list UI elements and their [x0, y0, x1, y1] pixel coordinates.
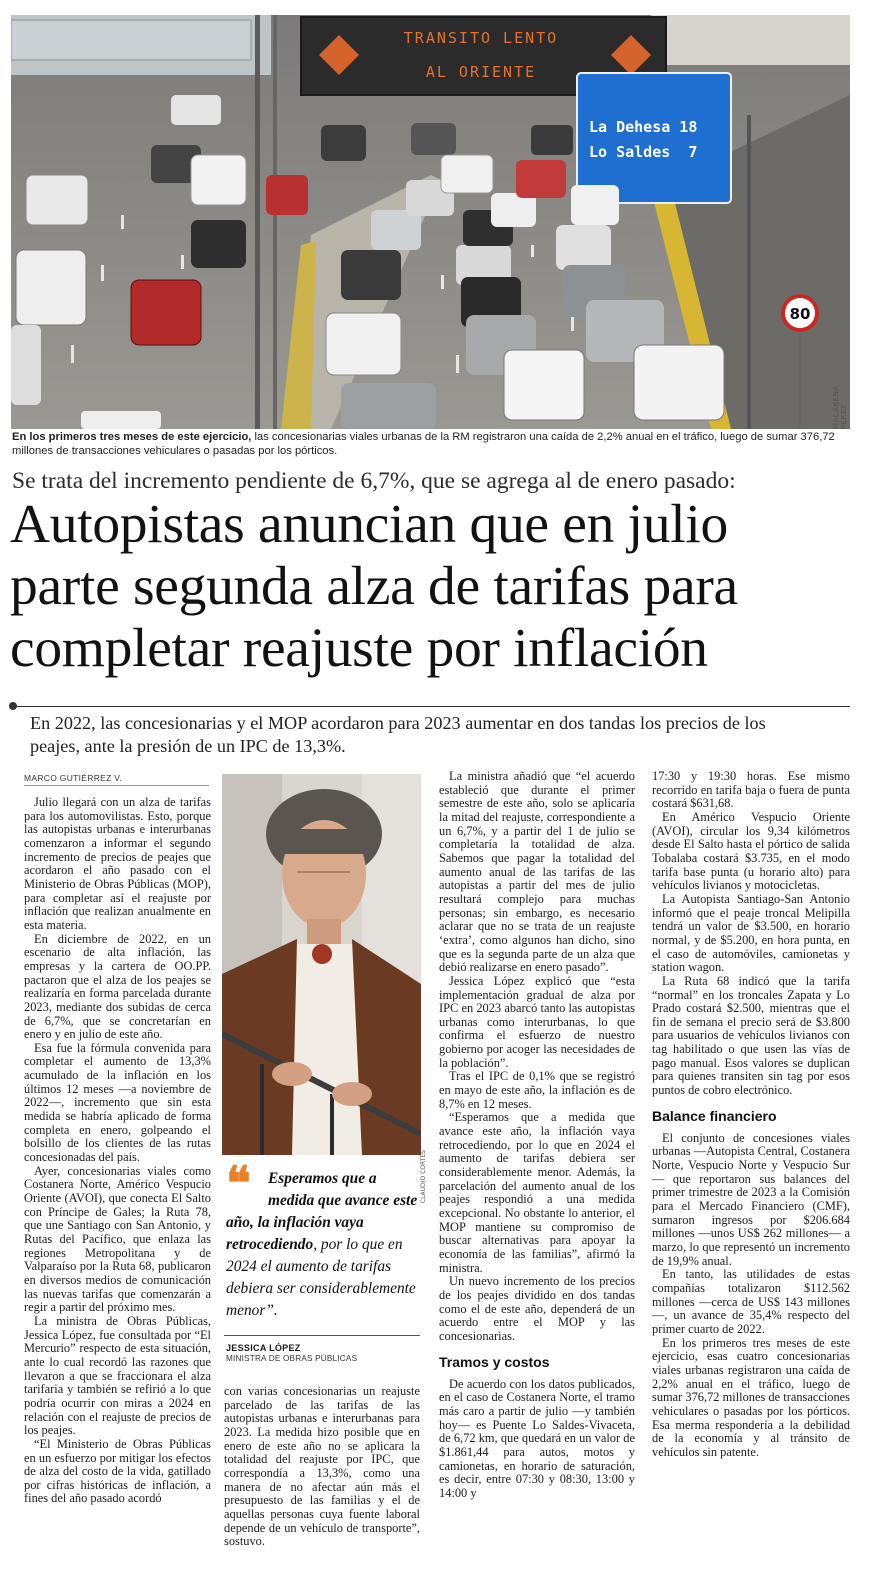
- paragraph: Esa fue la fórmula convenida para completar el aumento de 13,3% acumulado de la inflación en los últimos 12 meses —a noviembre de 2022—, incremento que sin esta medida se habría aplicado de forma completa en enero, golpeando el bolsillo de los clientes de las rutas concesionadas del país.: [24, 1040, 211, 1165]
- pull-quote: [226, 1156, 420, 1322]
- highway-photo-illustration: [11, 15, 850, 429]
- paragraph: En Américo Vespucio Oriente (AVOI), circular los 9,34 kilómetros desde El Salto hasta el pórtico de salida Tobalaba costará $3.735, en el modo tarifa base punta (u horario alto) para vehículos livianos y motocicletas.: [652, 809, 850, 893]
- kicker: Se trata del incremento pendiente de 6,7%, que se agrega al de enero pasado:: [12, 468, 736, 494]
- paragraph: “El Ministerio de Obras Públicas en un esfuerzo por mitigar los efectos de alza del costo de la vida, gatillado por cifras históricas de inflación, a fines del año pasado acordó: [24, 1436, 211, 1506]
- byline: MARCO GUTIÉRREZ V.: [24, 773, 123, 783]
- paragraph: con varias concesionarias un reajuste parcelado de las tarifas de las autopistas urbanas e interurbanas para 2023. La medida hizo posible que en enero de este año no se aplicara la totalidad del reajuste por IPC, que correspondía a 13,3%, como una manera de no afectar aún más el presupuesto de las familias y el de aquellas personas cuya fuente laboral depende de un vehículo de transporte”, sostuvo.: [224, 1384, 420, 1549]
- photo-caption: [12, 430, 850, 458]
- paragraph: La ministra de Obras Públicas, Jessica López, fue consultada por “El Mercurio” respecto de esta situación, ante lo cual recordó las razones que llevaron a que se fraccionara el alza tarifaria y también se refirió a lo que podría ocurrir con miras a 2024 en relación con el reajuste de precios de los peajes.: [24, 1313, 211, 1438]
- deck: En 2022, las concesionarias y el MOP acordaron para 2023 aumentar en dos tandas los precios de los peajes, ante la presión de un IPC de 13,3%.: [30, 713, 766, 756]
- caption-text: las concesionarias viales urbanas de la RM registraron una caída de 2,2% anual en el tráfico, luego de sumar 376,72 millones de transacciones vehiculares o pasadas por los pórticos.: [12, 431, 835, 457]
- paragraph: Julio llegará con un alza de tarifas para los automovilistas. Esto, porque las autopistas urbanas e interurbanas comenzaron a informar el segundo incremento de precios de peajes que acordaron el año pasado con el Ministerio de Obras Públicas (MOP), para completar así el reajuste por inflación que realizan anualmente en esta materia.: [24, 795, 211, 932]
- paragraph: Tras el IPC de 0,1% que se registró en mayo de este año, la inflación es de 8,7% en 12 meses.: [439, 1069, 635, 1111]
- headline-divider: [12, 706, 850, 707]
- portrait-illustration: [222, 774, 421, 1155]
- paragraph: La Ruta 68 indicó que la tarifa “normal” en los troncales Zapata y Lo Prado costará $2.500, mientras que el fin de semana el precio será de $3.800 para usuarios de vehículos livianos con tag habilitado o que usen las vías de pago manual. Esos valores se duplican para quienes transiten sin tag por esos puntos de cobro electrónico.: [652, 973, 850, 1098]
- byline-divider: [24, 785, 209, 786]
- paragraph: En tanto, las utilidades de estas compañías totalizaron $112.562 millones —cerca de US$ 143 millones—, un avance de 35,4% respecto del primer cuarto de 2022.: [652, 1267, 850, 1336]
- light-pole: [273, 15, 277, 429]
- direction-sign-line-2: Lo Saldes 7: [589, 143, 698, 161]
- caption-lead: En los primeros tres meses de este ejercicio,: [12, 431, 252, 443]
- paragraph: Un nuevo incremento de los precios de los peajes dividido en dos tandas como el de este año, dependerá de un acuerdo entre el MOP y las concesionarias.: [439, 1274, 635, 1343]
- body-column-2: [224, 1385, 420, 1549]
- subhead-tramos: Tramos y costos: [439, 1353, 550, 1370]
- paragraph: La ministra añadió que “el acuerdo estableció que durante el primer semestre de este año, solo se aplicaría la mitad del reajuste, correspondiente a un 6,7%, y a partir del 1 de julio se completaría la totalidad de alza. Sabemos que pagar la totalidad del aumento anual de las tarifas de las autopistas a partir del mes de julio resultará complejo para muchas personas; sin embargo, es necesario aclarar que no se trata de un reajuste ‘extra’, como algunos han dicho, sino que es la segunda parte de un alza que debió realizarse en enero pasado”.: [439, 769, 635, 975]
- headline: [10, 494, 855, 680]
- photo-credit: MACARENA PÉREZ: [832, 385, 848, 429]
- speed-limit-value: 80: [789, 305, 811, 323]
- highway-photo: [11, 15, 850, 429]
- vms-line-1: TRANSITO LENTO: [403, 29, 559, 47]
- vms-line-2: AL ORIENTE: [425, 63, 537, 81]
- portrait-photo: [222, 774, 421, 1155]
- light-pole: [747, 115, 751, 429]
- direction-sign: [577, 73, 731, 203]
- paragraph: Ayer, concesionarias viales como Costanera Norte, Américo Vespucio Oriente (AVOI), que conecta El Salto con Príncipe de Gales; la Ruta 78, que une Santiago con San Antonio, y Rutas del Pacífico, que enlaza las regiones Metropolitana y de Valparaíso por la Ruta 68, publicaron en diversos medios de comunicación las nuevas tarifas que comenzarán a regir a partir del próximo mes.: [24, 1163, 211, 1315]
- paragraph: En los primeros tres meses de este ejercicio, esas cuatro concesionarias viales urbanas registraron una caída de 2,2% anual en el tráfico, luego de sumar 376,72 millones de transacciones vehiculares o pasadas por los pórticos. Esa merma respondería a la debilidad de la economía y al tránsito de vehículos sin patente.: [652, 1335, 850, 1459]
- paragraph: 17:30 y 19:30 horas. Ese mismo recorrido en tarifa baja o fuera de punta costará $631,68.: [652, 769, 850, 811]
- headline-line-2: parte segunda alza de tarifas para: [10, 556, 738, 617]
- headline-line-1: Autopistas anuncian que en julio: [10, 494, 728, 555]
- headline-line-3: completar reajuste por inflación: [10, 618, 708, 679]
- subhead-balance: Balance financiero: [652, 1107, 777, 1124]
- paragraph: De acuerdo con los datos publicados, en el caso de Costanera Norte, el tramo más caro a partir de julio —y también hoy— es Puente Lo Saldes-Vivaceta, de 6,72 km, que quedará en un valor de $1.861,44 para autos, motos y camionetas, en horario de saturación, es decir, entre 07:30 y 08:30, 13:00 y 14:00 y: [439, 1376, 635, 1500]
- pull-quote-bold: Esperamos que a medida que avance este año, la inflación vaya retrocediendo: [226, 1170, 418, 1253]
- light-pole: [255, 15, 260, 429]
- body-column-4: [652, 770, 850, 1460]
- paragraph: La Autopista Santiago-San Antonio informó que el peaje troncal Melipilla tendrá un valor de $3.500, en horario normal, y de $5.200, en hora punta, en el caso de automóviles, camionetas y station wagon.: [652, 891, 850, 975]
- paragraph: “Esperamos que a medida que avance este año, la inflación vaya retrocediendo, por lo que en 2024 el aumento de tarifas debiera ser considerablemente menor. Además, la parcelación del aumento anual de los peajes respondió a una medida excepcional. No obstante lo anterior, el MOP mantiene su compromiso de buscar alternativas para apoyar la economía de las familias”, afirmó la ministra.: [439, 1110, 635, 1275]
- quote-divider: [224, 1335, 420, 1336]
- divider-dot: [9, 702, 17, 710]
- body-column-3: [439, 770, 635, 1500]
- paragraph: En diciembre de 2022, en un escenario de alta inflación, las empresas y la cartera de OO.PP. pactaron que el alza de los peajes se realizaría en forma parcelada durante 2023, mediante dos subidas de cerca de 6,7%, que se concretarían en enero y en julio de este año.: [24, 931, 211, 1042]
- body-column-1: [24, 796, 211, 1506]
- portrait-credit: CLAUDIO CORTÉS: [420, 1150, 427, 1204]
- quote-author-role: MINISTRA DE OBRAS PÚBLICAS: [226, 1354, 358, 1363]
- quote-mark-icon: ❝: [226, 1156, 251, 1210]
- quote-author-name: JESSICA LÓPEZ: [226, 1343, 301, 1353]
- pull-quote-rest: , por lo que en 2024 el aumento de tarifas debiera ser considerablemente menor”.: [226, 1236, 416, 1319]
- paragraph: El conjunto de concesiones viales urbanas —Autopista Central, Costanera Norte, Vespucio Norte y Vespucio Sur— que reportaron sus balances del primer trimestre de 2023 a la Comisión para el Mercado Financiero (CMF), sumaron ingresos por $206.684 millones —unos US$ 262 millones— a marzo, lo que representó un incremento de 19,9% anual.: [652, 1130, 850, 1268]
- direction-sign-line-1: La Dehesa 18: [589, 118, 698, 136]
- paragraph: Jessica López explicó que “esta implementación gradual de alza por IPC en 2023 abarcó tanto las autopistas urbanas como interurbanas, lo que confirma el esfuerzo de nuestro gobierno por acoger las necesidades de la población”.: [439, 973, 635, 1070]
